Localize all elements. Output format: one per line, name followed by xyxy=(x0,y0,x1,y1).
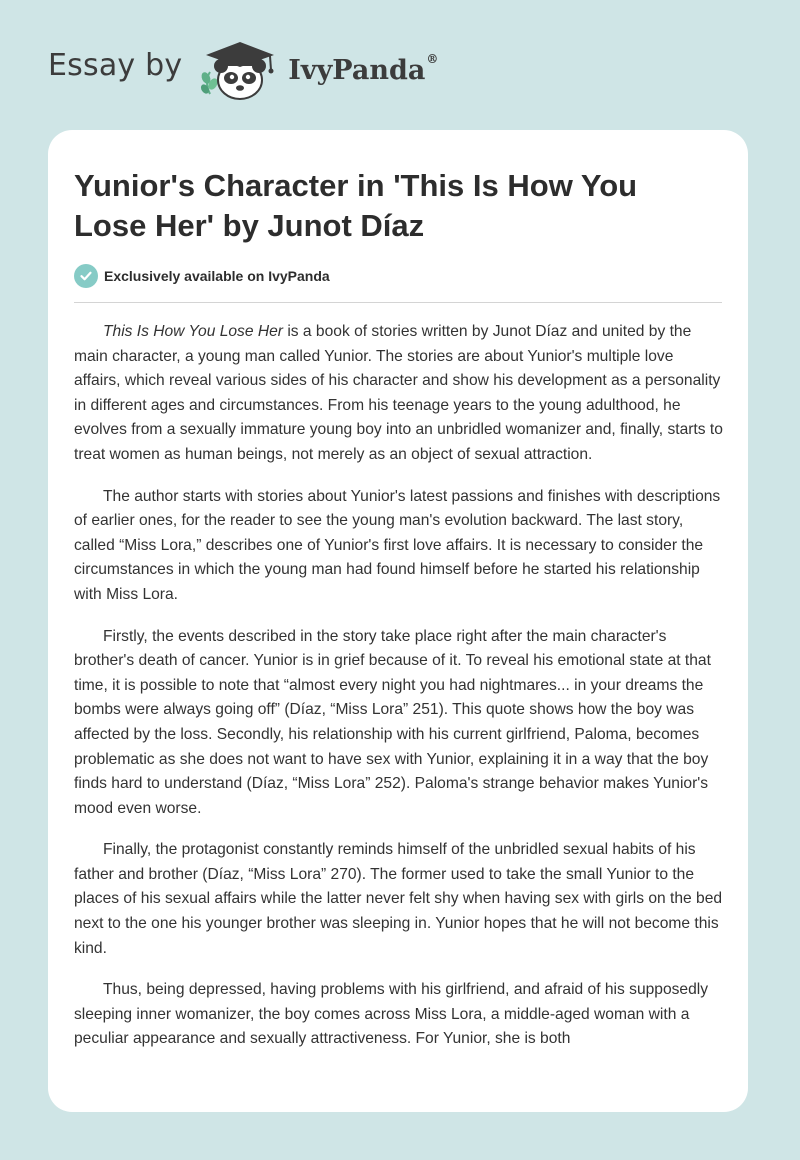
essay-by-label: Essay by xyxy=(48,48,183,83)
paragraph-4: Finally, the protagonist constantly reminds himself of the unbridled sexual habits of his father and brother (Díaz, “Miss Lora” 270). The former used to take the small Yunior to the places of his sexual affairs while the latter never felt shy when having sex with girls on the bed next to the one his younger brother was sleeping in. Yunior hopes that he will not become this kind. xyxy=(74,841,723,957)
site-header xyxy=(48,38,488,102)
essay-card xyxy=(48,130,748,1112)
essay-title: Yunior's Character in 'This Is How You Lose Her' by Junot Díaz xyxy=(74,168,638,243)
paragraph-3: Firstly, the events described in the story take place right after the main character's brother's death of cancer. Yunior is in grief because of it. To reveal his emotional state at that time, it is possible to note that “almost every night you had nightmares... in your dreams the bombs were always going off” (Díaz, “Miss Lora” 251). This quote shows how the boy was affected by the loss. Secondly, his relationship with his current girlfriend, Paloma, becomes problematic as she does not want to have sex with Yunior, explaining it in a way that the boy finds hard to understand (Díaz, “Miss Lora” 252). Paloma's strange behavior makes Yunior's mood even worse. xyxy=(74,627,711,817)
essay-body xyxy=(74,320,724,1069)
panda-graduation-cap-icon[interactable] xyxy=(196,38,284,102)
divider xyxy=(74,302,722,303)
brand-name[interactable]: IvyPanda® xyxy=(288,51,439,86)
exclusive-badge xyxy=(74,264,330,288)
paragraph-5: Thus, being depressed, having problems with his girlfriend, and afraid of his supposedly sleeping inner womanizer, the boy comes across Miss Lora, a middle-aged woman with a peculiar appearance and sexually attractiveness. For Yunior, she is both xyxy=(74,981,709,1048)
registered-mark: ® xyxy=(426,51,439,66)
book-title-italic: This Is How You Lose Her xyxy=(103,323,283,340)
exclusive-badge-text: Exclusively available on IvyPanda xyxy=(104,268,330,284)
check-circle-icon xyxy=(74,264,98,288)
paragraph-2: The author starts with stories about Yunior's latest passions and finishes with descriptions of earlier ones, for the reader to see the young man's evolution backward. The last story, called “Miss Lora,” describes one of Yunior's first love affairs. It is necessary to consider the circumstances in which the young man had found himself before he started his relationship with Miss Lora. xyxy=(74,487,721,603)
paragraph-1: This Is How You Lose Her is a book of stories written by Junot Díaz and united by the main character, a young man called Yunior. The stories are about Yunior's multiple love affairs, which reveal various sides of his character and show his development as a personality in different ages and circumstances. From his teenage years to the young adulthood, he evolves from a sexually immature young boy into an unbridled womanizer and, finally, starts to treat women as human beings, not merely as an object of sexual attraction. xyxy=(74,323,723,463)
